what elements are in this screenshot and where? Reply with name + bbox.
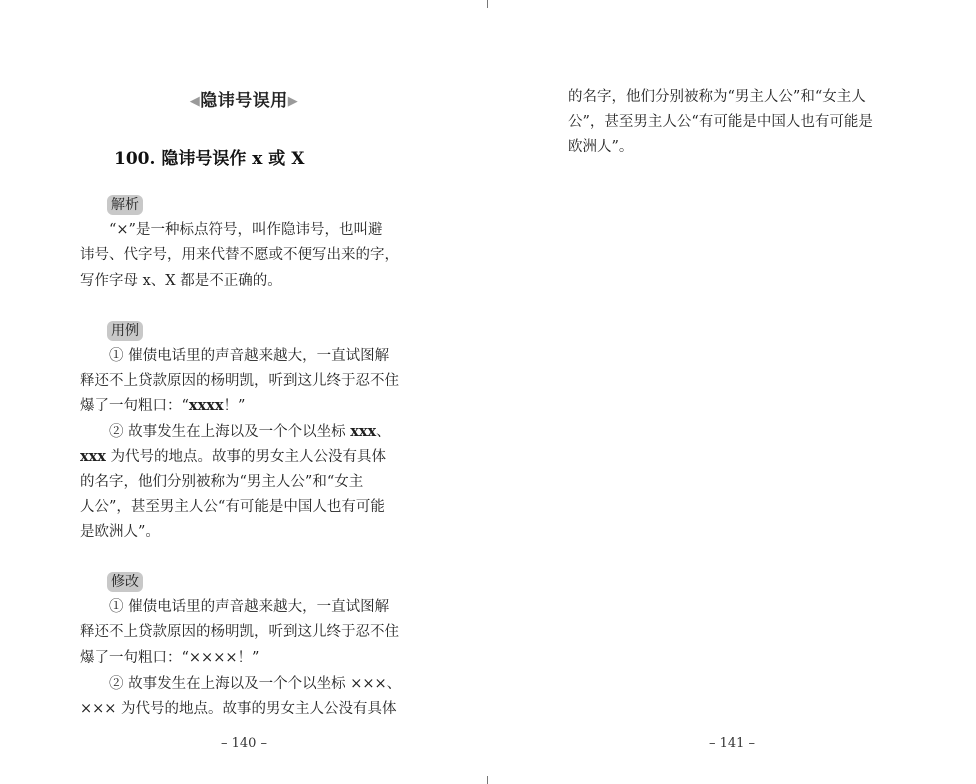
example-line: 爆了一句粗口：“xxxx！” xyxy=(80,397,246,414)
banner-right-triangle-icon: ▶ xyxy=(287,94,299,109)
page-number: – 141 – xyxy=(708,736,756,751)
entry-title: 100. 隐讳号误作 x 或 X xyxy=(114,149,305,169)
right-page xyxy=(488,0,976,784)
page-number: – 140 – xyxy=(220,736,268,751)
analysis-tag: 解析 xyxy=(107,195,143,215)
section-banner-title: 隐讳号误用 xyxy=(200,91,288,111)
revision-line: 爆了一句粗口：“××××！” xyxy=(80,650,260,666)
revision-line: ××× 为代号的地点。故事的男女主人公没有具体 xyxy=(80,701,397,717)
example-line: ① 催债电话里的声音越来越大，一直试图解 xyxy=(109,348,390,364)
revision-line: 释还不上贷款原因的杨明凯，听到这儿终于忍不住 xyxy=(80,624,399,640)
banner-left-triangle-icon: ◀ xyxy=(189,94,201,109)
section-banner xyxy=(0,86,488,111)
revision-tag: 修改 xyxy=(107,572,143,592)
example-line: ② 故事发生在上海以及一个个以坐标 xxx、 xyxy=(109,423,391,440)
continuation-line: 欧洲人”。 xyxy=(568,139,634,155)
continuation-line: 的名字，他们分别被称为“男主人公”和“女主人 xyxy=(568,89,866,105)
continuation-line: 公”，甚至男主人公“有可能是中国人也有可能是 xyxy=(568,114,873,130)
example-line: 是欧洲人”。 xyxy=(80,524,160,540)
example-tag: 用例 xyxy=(107,321,143,341)
example-line: xxx 为代号的地点。故事的男女主人公没有具体 xyxy=(80,448,387,465)
gutter-crop-mark xyxy=(487,776,488,784)
analysis-line: 写作字母 x、X 都是不正确的。 xyxy=(80,273,282,289)
gutter-crop-mark xyxy=(487,0,488,8)
example-line: 人公”，甚至男主人公“有可能是中国人也有可能 xyxy=(80,499,385,515)
revision-line: ② 故事发生在上海以及一个个以坐标 ×××、 xyxy=(109,676,402,692)
revision-line: ① 催债电话里的声音越来越大，一直试图解 xyxy=(109,599,390,615)
analysis-line: “×”是一种标点符号，叫作隐讳号，也叫避 xyxy=(109,222,383,238)
example-line: 释还不上贷款原因的杨明凯，听到这儿终于忍不住 xyxy=(80,373,399,389)
analysis-line: 讳号、代字号，用来代替不愿或不便写出来的字， xyxy=(80,247,399,263)
example-line: 的名字，他们分别被称为“男主人公”和“女主 xyxy=(80,474,364,490)
